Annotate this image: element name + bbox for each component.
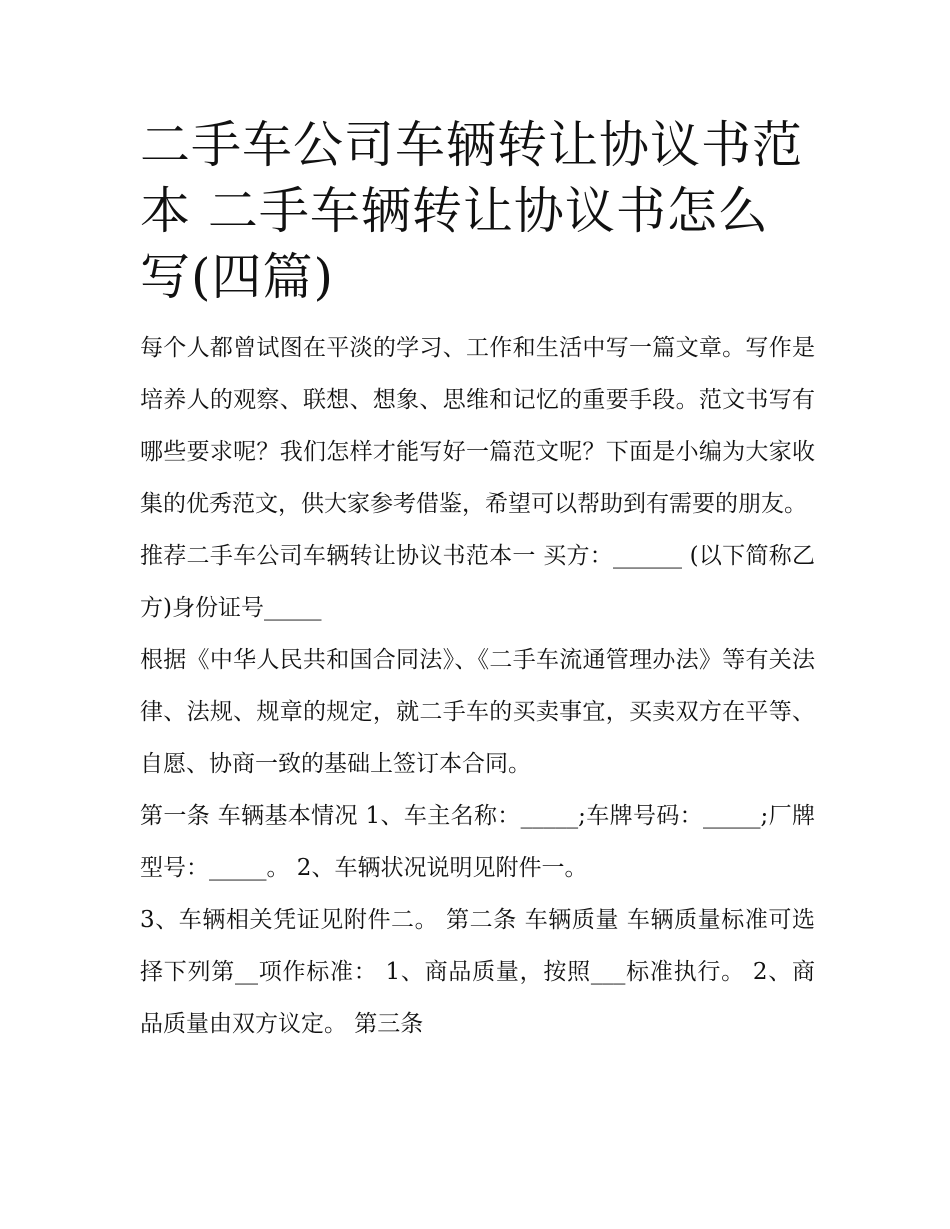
article-two-paragraph: 3、车辆相关凭证见附件二。 第二条 车辆质量 车辆质量标准可选择下列第__项作标准： 1、商品质量，按照___标准执行。 2、商品质量由双方议定。 第三条 — [140, 907, 815, 1037]
document-page — [140, 112, 815, 1050]
recommend-paragraph: 推荐二手车公司车辆转让协议书范本一 买方：______ (以下简称乙方)身份证号_____ — [140, 543, 815, 621]
document-title: 二手车公司车辆转让协议书范本 二手车辆转让协议书怎么写(四篇) — [140, 116, 803, 306]
article-one-paragraph: 第一条 车辆基本情况 1、车主名称：_____;车牌号码：_____;厂牌型号：_____。 2、车辆状况说明见附件一。 — [140, 803, 815, 881]
intro-paragraph: 每个人都曾试图在平淡的学习、工作和生活中写一篇文章。写作是培养人的观察、联想、想象、思维和记忆的重要手段。范文书写有哪些要求呢？我们怎样才能写好一篇范文呢？下面是小编为大家收集的优秀范文，供大家参考借鉴，希望可以帮助到有需要的朋友。 — [140, 335, 815, 517]
legal-basis-paragraph: 根据《中华人民共和国合同法》、《二手车流通管理办法》等有关法律、法规、规章的规定，就二手车的买卖事宜，买卖双方在平等、自愿、协商一致的基础上签订本合同。 — [140, 647, 815, 777]
